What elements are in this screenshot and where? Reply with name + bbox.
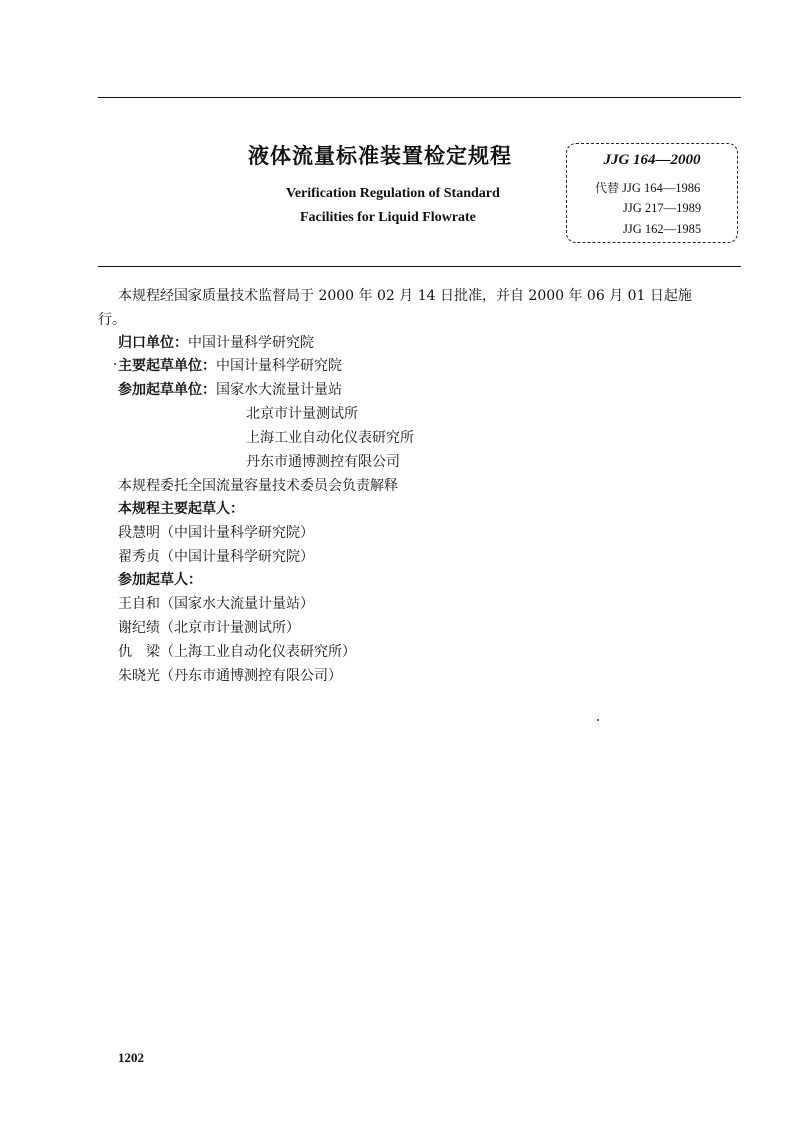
responsible-unit-label: 归口单位： [118, 335, 188, 351]
responsible-unit-row [118, 332, 314, 352]
participating-drafter: 谢纪绩（北京市计量测试所） [118, 620, 300, 636]
replaced-standard: JJG 164—1986 [622, 181, 701, 195]
participating-unit-label: 参加起草单位： [118, 382, 216, 398]
document-title-chinese: 液体流量标准装置检定规程 [248, 144, 512, 168]
replaces-prefix: 代替 [595, 181, 620, 195]
main-drafting-unit-row [118, 355, 342, 375]
stray-mark [597, 719, 599, 721]
participating-unit-value: 国家水大流量计量站 [216, 382, 342, 398]
approval-text-line1: 本规程经国家质量技术监督局于 2000 年 02 月 14 日批准，并自 2000 年 06 月 01 日起施 [118, 288, 692, 304]
page-number: 1202 [118, 1050, 144, 1065]
approval-text-line2: 行。 [98, 312, 126, 328]
participating-drafter: 朱晓光（丹东市通博测控有限公司） [118, 668, 342, 684]
participating-unit-value: 丹东市通博测控有限公司 [246, 454, 400, 470]
participating-unit-value: 北京市计量测试所 [246, 406, 358, 422]
participating-unit-row [118, 379, 342, 399]
responsible-unit-value: 中国计量科学研究院 [188, 335, 314, 351]
main-drafters-label: 本规程主要起草人： [118, 501, 244, 517]
participating-drafters-label: 参加起草人： [118, 572, 202, 588]
standard-number-box [566, 143, 738, 243]
interpretation-text: 本规程委托全国流量容量技术委员会负责解释 [118, 478, 398, 494]
top-rule [98, 97, 741, 98]
participating-unit-value: 上海工业自动化仪表研究所 [246, 430, 414, 446]
main-drafter: 翟秀贞（中国计量科学研究院） [118, 549, 314, 565]
standard-code: JJG 164—2000 [603, 152, 701, 168]
replaces-line-1 [595, 179, 700, 196]
document-title-english-line2: Facilities for Liquid Flowrate [300, 210, 476, 225]
stray-mark [114, 363, 116, 365]
document-title-english-line1: Verification Regulation of Standard [286, 186, 500, 201]
participating-drafter: 王自和（国家水大流量计量站） [118, 596, 314, 612]
replaced-standard: JJG 162—1985 [623, 222, 702, 236]
header-bottom-rule [98, 266, 741, 267]
main-drafting-unit-label: 主要起草单位： [118, 358, 216, 374]
main-drafter: 段慧明（中国计量科学研究院） [118, 525, 314, 541]
replaced-standard: JJG 217—1989 [623, 201, 702, 215]
participating-drafter: 仇 梁（上海工业自动化仪表研究所） [118, 644, 356, 660]
main-drafting-unit-value: 中国计量科学研究院 [216, 358, 342, 374]
